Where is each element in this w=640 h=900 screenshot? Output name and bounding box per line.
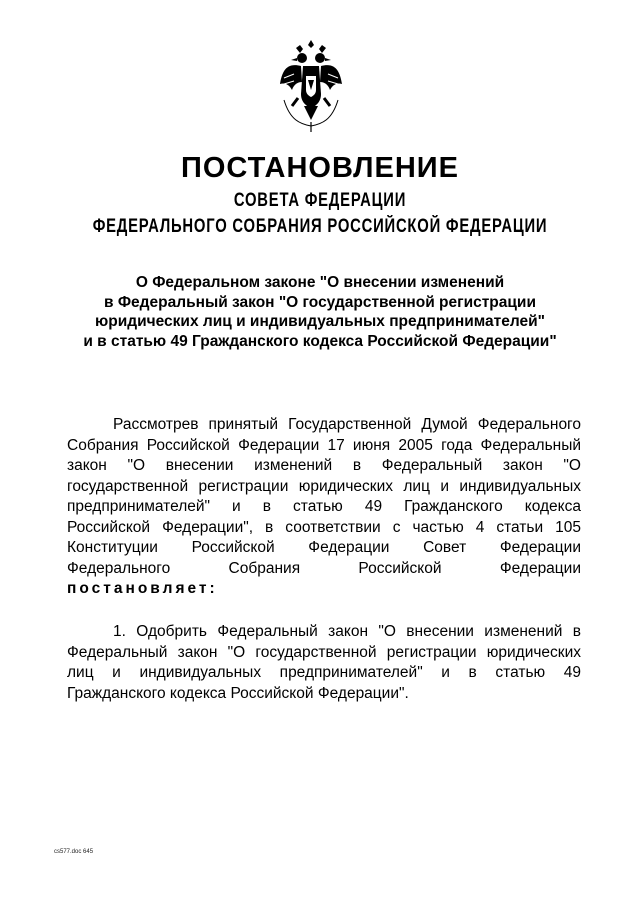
- russian-coat-of-arms-icon: [276, 38, 346, 133]
- issuer-line-1: СОВЕТА ФЕДЕРАЦИИ: [233, 190, 407, 211]
- paragraph-line: лиц и индивидуальных предпринимателей" и в статью 49: [67, 664, 581, 681]
- paragraph-line: Собрания Российской Федерации 17 июня 2005 года Федеральный: [67, 436, 581, 454]
- preamble-paragraph: [67, 415, 581, 600]
- paragraph-line: закон "О внесении изменений в Федеральный закон "О: [67, 457, 581, 474]
- subject-line: в Федеральный закон "О государственной регистрации: [103, 293, 536, 311]
- paragraph-line: государственной регистрации юридических лиц и индивидуальных: [67, 477, 581, 495]
- paragraph-line: Гражданского кодекса Российской Федерации".: [67, 684, 409, 702]
- paragraph-line: Федеральный закон "О государственной регистрации юридических: [67, 643, 581, 661]
- paragraph-line: предпринимателей" и в статью 49 Гражданского кодекса: [67, 498, 581, 515]
- resolution-subject: [60, 273, 580, 351]
- paragraph-line: Российской Федерации", в соответствии с частью 4 статьи 105: [67, 518, 581, 536]
- subject-line: юридических лиц и индивидуальных предпринимателей": [95, 313, 545, 330]
- issuer-line-2: ФЕДЕРАЛЬНОГО СОБРАНИЯ РОССИЙСКОЙ ФЕДЕРАЦИИ: [92, 216, 548, 237]
- resolves-word: постановляет:: [67, 580, 218, 597]
- document-footer-id: cs577.doc 645: [54, 849, 94, 855]
- paragraph-line: Рассмотрев принятый Государственной Думой Федерального: [113, 416, 581, 433]
- paragraph-line: Федерального Собрания Российской Федерации: [67, 559, 581, 577]
- subject-line: О Федеральном законе "О внесении изменений: [135, 274, 505, 291]
- paragraph-line: 1. Одобрить Федеральный закон "О внесении изменений в: [113, 623, 581, 640]
- subject-line: и в статью 49 Гражданского кодекса Российской Федерации": [83, 332, 557, 350]
- resolution-item-1: [67, 622, 581, 704]
- document-title: ПОСТАНОВЛЕНИЕ: [181, 152, 459, 184]
- paragraph-line: Конституции Российской Федерации Совет Федерации: [67, 539, 581, 556]
